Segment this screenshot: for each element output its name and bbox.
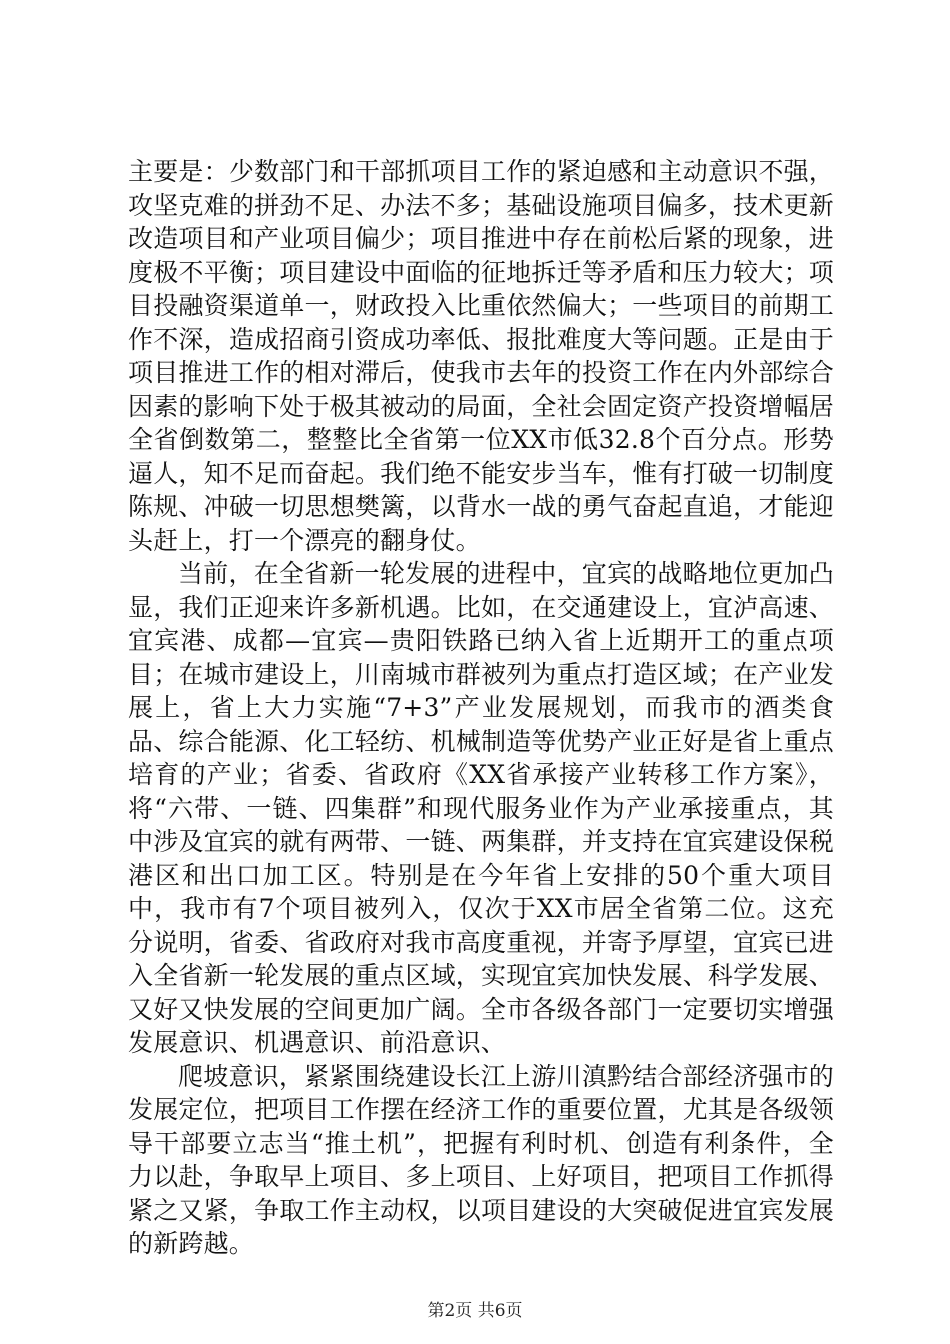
page-footer: 第2页 共6页 (427, 1301, 523, 1321)
document-body (128, 155, 834, 1261)
paragraph-2: 当前，在全省新一轮发展的进程中，宜宾的战略地位更加凸显，我们正迎来许多新机遇。比如，在交通建设上，宜泸高速、宜宾港、成都—宜宾—贵阳铁路已纳入省上近期开工的重点项目；在城市建设上，川南城市群被列为重点打造区域；在产业发展上，省上大力实施“7+3”产业发展规划，而我市的酒类食品、综合能源、化工轻纺、机械制造等优势产业正好是省上重点培育的产业；省委、省政府《XX省承接产业转移工作方案》，将“六带、一链、四集群”和现代服务业作为产业承接重点，其中涉及宜宾的就有两带、一链、两集群，并支持在宜宾建设保税港区和出口加工区。特别是在今年省上安排的50个重大项目中，我市有7个项目被列入，仅次于XX市居全省第二位。这充分说明，省委、省政府对我市高度重视，并寄予厚望，宜宾已进入全省新一轮发展的重点区域，实现宜宾加快发展、科学发展、又好又快发展的空间更加广阔。全市各级各部门一定要切实增强发展意识、机遇意识、前沿意识、 (128, 559, 834, 1057)
paragraph-1: 主要是：少数部门和干部抓项目工作的紧迫感和主动意识不强，攻坚克难的拼劲不足、办法不多；基础设施项目偏多，技术更新改造项目和产业项目偏少；项目推进中存在前松后紧的现象，进度极不平衡；项目建设中面临的征地拆迁等矛盾和压力较大；项目投融资渠道单一，财政投入比重依然偏大；一些项目的前期工作不深，造成招商引资成功率低、报批难度大等问题。正是由于项目推进工作的相对滞后，使我市去年的投资工作在内外部综合因素的影响下处于极其被动的局面，全社会固定资产投资增幅居全省倒数第二，整整比全省第一位XX市低32.8个百分点。形势逼人，知不足而奋起。我们绝不能安步当车，惟有打破一切制度陈规、冲破一切思想樊篱，以背水一战的勇气奋起直追，才能迎头赶上，打一个漂亮的翻身仗。 (128, 157, 834, 555)
paragraph-3: 爬坡意识，紧紧围绕建设长江上游川滇黔结合部经济强市的发展定位，把项目工作摆在经济工作的重要位置，尤其是各级领导干部要立志当“推土机”，把握有利时机、创造有利条件，全力以赴，争取早上项目、多上项目、上好项目，把项目工作抓得紧之又紧，争取工作主动权，以项目建设的大突破促进宜宾发展的新跨越。 (128, 1061, 834, 1258)
